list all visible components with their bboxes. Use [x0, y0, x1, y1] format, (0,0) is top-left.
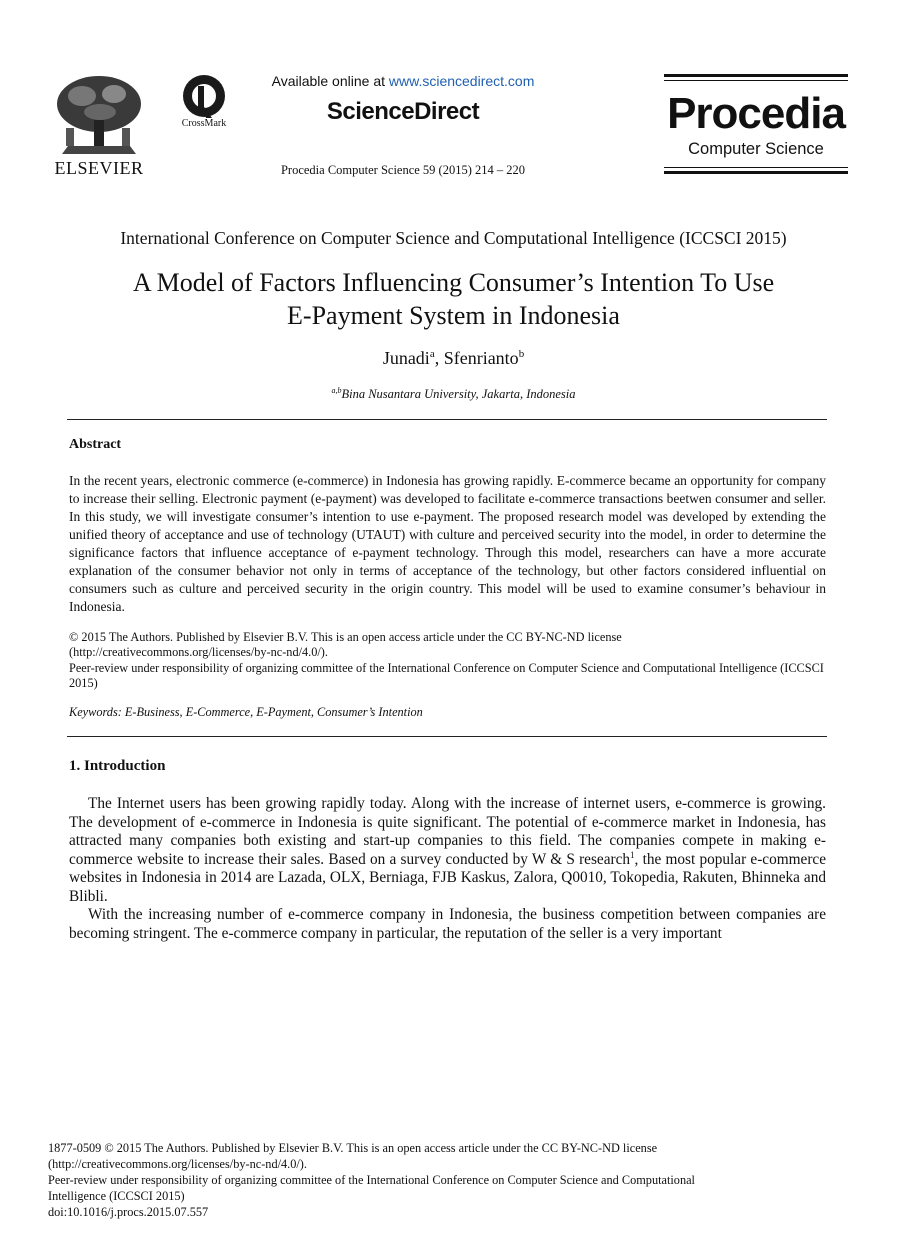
intro-paragraph-2: With the increasing number of e-commerce company in Indonesia, the business competition between companies are becoming stringent. The e-commerce company in particular, the reputation of the seller is a very important: [69, 906, 826, 942]
paragraph-text: , the most popular e-commerce websites in Indonesia in 2014 are Lazada, OLX, Berniaga, FJB Kaskus, Zalora, Q0010, Tokopedia, Rakuten, Bhinneka and Blibli.: [69, 850, 826, 905]
conference-name: International Conference on Computer Science and Computational Intelligence (ICCSCI 2015): [120, 228, 787, 248]
footer-line: Peer-review under responsibility of organizing committee of the International Conference on Computer Science and Computational: [48, 1173, 695, 1187]
footer-license-link[interactable]: (http://creativecommons.org/licenses/by-nc-nd/4.0/).: [48, 1157, 307, 1171]
procedia-subtitle: Computer Science: [688, 140, 824, 158]
affiliation-sup: a,b: [331, 386, 342, 395]
divider: [67, 736, 827, 737]
title-line-1: A Model of Factors Influencing Consumer’s Intention To Use: [132, 268, 775, 297]
doi[interactable]: doi:10.1016/j.procs.2015.07.557: [48, 1205, 209, 1219]
copyright-notice: [69, 630, 826, 691]
author-sup: b: [518, 348, 525, 360]
procedia-word: Procedia: [667, 89, 845, 138]
journal-reference: Procedia Computer Science 59 (2015) 214 – 220: [280, 163, 526, 177]
author-sup: a: [429, 348, 435, 360]
keywords: Keywords: E-Business, E-Commerce, E-Payment, Consumer’s Intention: [69, 705, 423, 719]
section-heading: 1. Introduction: [69, 758, 166, 774]
sciencedirect-logo: ScienceDirect: [326, 98, 480, 125]
intro-paragraph-1: [69, 795, 826, 906]
procedia-logo: [664, 74, 848, 174]
paper-title: [40, 266, 867, 332]
page-footer: [48, 1140, 808, 1220]
author-separator: ,: [434, 348, 444, 368]
available-prefix: Available online at: [271, 73, 389, 89]
publisher-name: ELSEVIER: [54, 158, 144, 178]
affiliation: [40, 386, 867, 402]
copyright-line: © 2015 The Authors. Published by Elsevier B.V. This is an open access article under the CC BY-NC-ND license: [69, 630, 622, 644]
abstract-heading: Abstract: [69, 437, 122, 452]
abstract-text: In the recent years, electronic commerce (e-commerce) in Indonesia has growing rapidly. E-commerce became an opportunity for company to increase their selling. Electronic payment (e-payment) was developed to facilitate e-commerce transactions beetwen consumer and seller. In this study, we will investigate consumer’s intention to use e-payment. The proposed research model was developed by extending the unified theory of acceptance and use of technology (UTAUT) with culture and perceived security into the model, in order to determine the significance factors that influence acceptance of e-payment technology. Through this model, researchers can have a more accurate explanation of the consumer behavior not only in terms of acceptance of the technology, but other factors considered influential on consumers such as culture and perceived security in the origin country. This model will be used to examine consumer’s behaviour in Indonesia.: [69, 473, 826, 614]
paragraph-text: The Internet users has been growing rapidly today. Along with the increase of internet users, e-commerce is growing. The development of e-commerce in Indonesia is quite significant. The potential of e-commerce market in Indonesia, has attracted many companies both existing and start-up companies to this field. The companies compete in making e-commerce website to increase their sales. Based on a survey conducted by W & S research: [69, 795, 826, 868]
sciencedirect-link[interactable]: www.sciencedirect.com: [388, 73, 535, 89]
authors: [40, 348, 867, 369]
footer-line: Intelligence (ICCSCI 2015): [48, 1189, 185, 1203]
license-link[interactable]: (http://creativecommons.org/licenses/by-nc-nd/4.0/).: [69, 645, 328, 660]
title-line-2: E-Payment System in Indonesia: [287, 301, 620, 330]
available-online: [258, 73, 548, 89]
author-name: Sfenrianto: [443, 348, 519, 368]
divider: [67, 419, 827, 420]
footer-line: 1877-0509 © 2015 The Authors. Published by Elsevier B.V. This is an open access article under the CC BY-NC-ND license: [48, 1141, 658, 1155]
peer-review-note: Peer-review under responsibility of organizing committee of the International Conference on Computer Science and Computational Intelligence (ICCSCI 2015): [69, 660, 824, 690]
crossmark-label: CrossMark: [181, 118, 227, 129]
footnote-ref[interactable]: 1: [630, 849, 635, 860]
author-name: Junadi: [382, 348, 430, 368]
affiliation-text: Bina Nusantara University, Jakarta, Indonesia: [341, 387, 576, 402]
